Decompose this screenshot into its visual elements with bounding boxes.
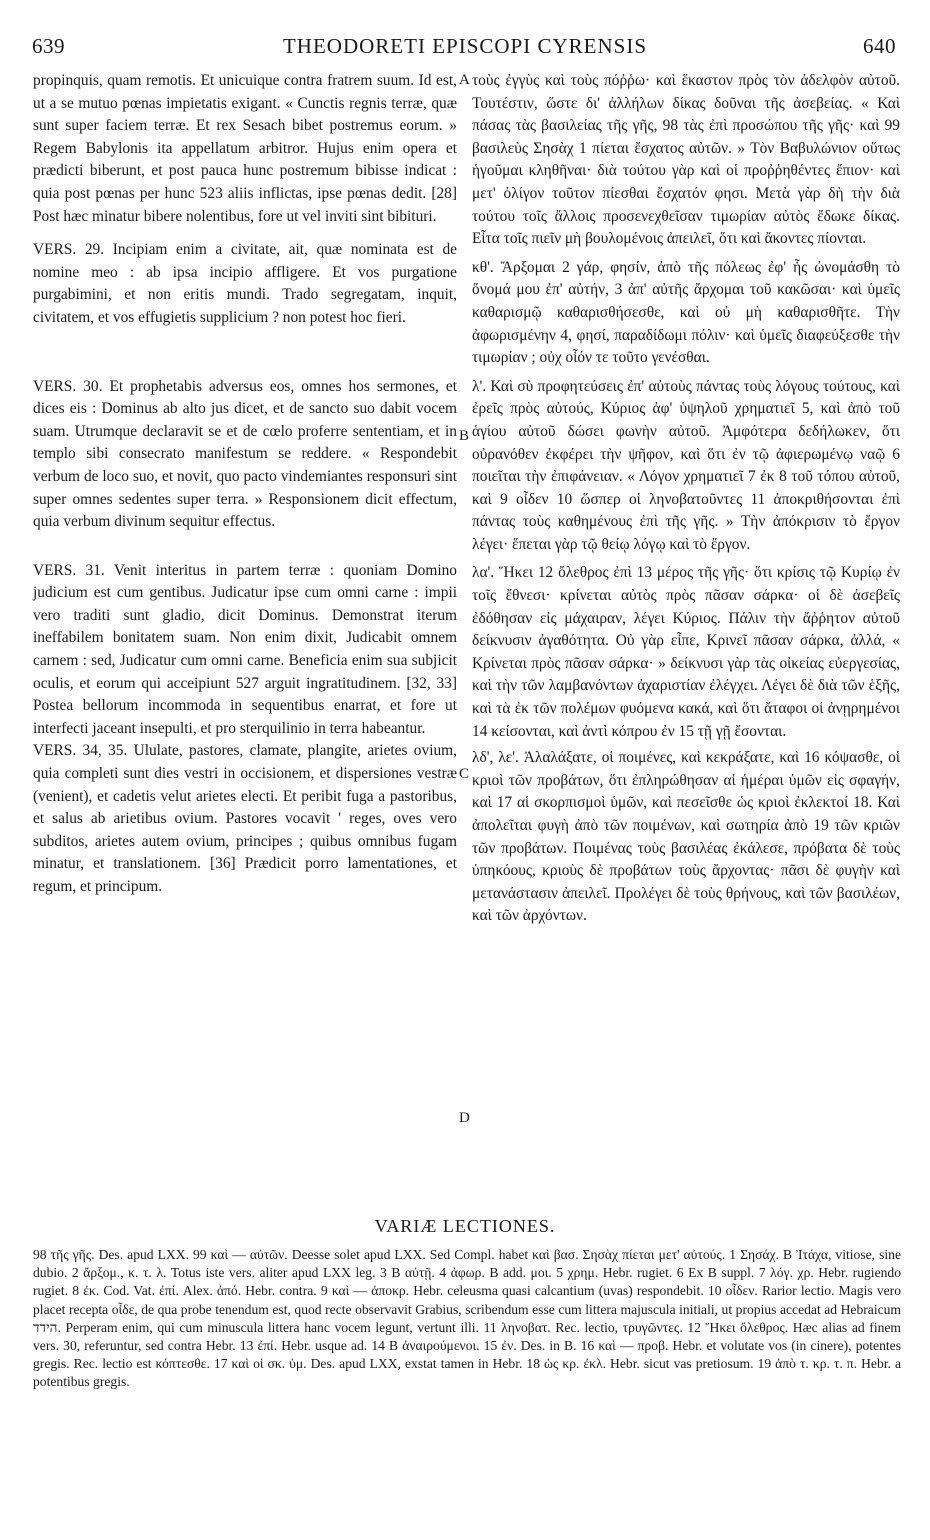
latin-block-1 <box>33 70 457 228</box>
greek-paragraph: λ'. Καὶ σὺ προφητεύσεις ἐπ' αὐτοὺς πάντας τοὺς λόγους τούτους, καὶ ἐρεῖς πρὸς αὐτούς, Κύριος ἀφ' ὑψηλοῦ χρηματιεῖ 5, καὶ ἀπὸ τοῦ ἁγίου αὐτοῦ δώσει φωνὴν αὐτοῦ. Ἀμφότερα δεδήλωκεν, ὅτι οὐρανόθεν ἐκφέρει τὴν ψῆφον, καὶ ὅτι ἐν τῷ ἀφιερωμένῳ ναῷ 6 ποιεῖται τὴν ἐπιφάνειαν. « Λόγον χρηματιεῖ 7 ἐκ 8 τοῦ τόπου αὐτοῦ, καὶ 9 οἶδεν 10 ὥσπερ οἱ ληνοβατοῦντες 11 ἀποκριθήσονται ἐπὶ πάντας τοὺς καθημένους ἐπὶ τῆς γῆς. » Τὴν ἀπόκρισιν τὸ ἔργον λέγει· ἕπεται γὰρ τῷ θείῳ λόγῳ καὶ τὸ ἔργον. <box>472 377 900 553</box>
latin-paragraph: VERS. 31. Venit interitus in partem terræ : quoniam Domino judicium est cum gentibus. Judicatur ipse cum omni carne : impii vero traditi sunt gladio, dicit Dominus. Demonstrat iterum ineffabilem bonitatem suam. Non enim dixit, Judicabit omnem carnem : sed, Judicatur cum omni carne. Beneficia enim sua subjicit oculis, et eorum qui acceipiunt 527 arguit ingratitudinem. [32, 33] Postea bellorum incommoda in sequentibus enarrat, et fore ut interfecti jaceant insepulti, et pro sterquilinio in terra habeantur. <box>33 561 457 737</box>
margin-letter-c: C <box>459 766 470 782</box>
greek-paragraph: κθ'. Ἄρξομαι 2 γάρ, φησίν, ἀπὸ τῆς πόλεως ἐφ' ἧς ὠνομάσθη τὸ ὄνομά μου ἐπ' αὐτήν, 3 ἀπ' αὐτῆς ἄρχομαι τοῦ κακῶσαι· καὶ ὑμεῖς καθαρισμῷ καθαρισθήσεσθε, καὶ οὐ μὴ καθαρισθῆτε. Τὴν ἀφωρισμένην 4, φησί, παραδίδωμι πόλιν· καὶ ὑμεῖς διαφεύξεσθε τὴν τιμωρίαν ; οὐχ οἷόν τε τοῦτο γενέσθαι. <box>472 258 900 367</box>
latin-paragraph: VERS. 34, 35. Ululate, pastores, clamate, plangite, arietes ovium, quia completi sunt dies vestri in occisionem, et dispersiones vestræ (venient), et cadetis velut arietes electi. Et peribit fuga a pastoribus, et salus ab arietibus ovium. Pastores vocavit ' reges, oves vero subditos, arietes autem ovium, principes ; quibus omnibus fugam minatur, et translationem. [36] Prædicit porro lamentationes, et regum, et principum. <box>33 742 457 895</box>
greek-paragraph: λα'. Ἥκει 12 ὄλεθρος ἐπὶ 13 μέρος τῆς γῆς· ὅτι κρίσις τῷ Κυρίῳ ἐν τοῖς ἔθνεσι· κρίνεται αὐτὸς πρὸς πᾶσαν σάρκα· οἱ δὲ ἀσεβεῖς ἐδόθησαν εἰς μάχαιραν, λέγει Κύριος. Πάλιν τὴν ἄῤῥητον αὐτοῦ δείκνυσιν ἀγαθότητα. Οὐ γὰρ εἶπε, Κρινεῖ πᾶσαν σάρκα, ἀλλά, « Κρίνεται πρὸς πᾶσαν σάρκα· » δείκνυσι γὰρ τὰς οἰκείας εὐεργεσίας, καὶ τὴν τῶν λαμβανόντων ἀχαριστίαν ἐλέγχει. Λέγει δὲ διὰ τῶν ἑξῆς, καὶ τὰ ἐκ τῶν πολέμων φυόμενα κακά, καὶ ὅτι ἄταφοι οἱ ἀνῃρημένοι 14 κείσονται, καὶ ἀντὶ κόπρου ἐν 15 τῇ γῇ ἔσονται. <box>472 564 900 740</box>
notes-text: 98 τῆς γῆς. Des. apud LXX. 99 καὶ — αὐτῶν. Deesse solet apud LXX. Sed Compl. habet καὶ βασ. Σησὰχ πίεται μετ' αὐτούς. 1 Σησάχ. B Ἰτάχα, vitiose, sine dubio. 2 ἄρξομ., κ. τ. λ. Totus iste vers. aliter apud LXX leg. 3 B αὐτῇ. 4 ἀφωρ. B add. μοι. 5 χρημ. Hebr. rugiet. 6 Ex B suppl. 7 λόγ. χρ. Hebr. rugiendo rugiet. 8 ἐκ. Cod. Vat. ἐπί. Alex. ἀπό. Hebr. contra. 9 καὶ — ἀποκρ. Hebr. celeusma quasi calcantium (uvas) respondebit. 10 οἶδεν. Rarior lectio. Magis vero placet recepta οἶδε, de qua probe tenendum est, quod recte observavit Grabius, scribendum esse cum littera majuscula initiali, ut propius accedat ad Hebraicum הידד. Perperam enim, qui cum minuscula littera hanc vocem legunt, vertunt illi. 11 ληνοβατ. Rec. lectio, τρυγῶντες. 12 Ἥκει ὄλεθρος. Hæc alias ad finem vers. 30, referuntur, sed contra Hebr. 13 ἐπί. Hebr. usque ad. 14 B ἀναιρούμενοι. 15 ἐν. Des. in B. 16 καὶ — προβ. Hebr. et volutate vos (in cinere), potentes gregis. Rec. lectio est κόπτεσθε. 17 καὶ οἱ σκ. ὑμ. Des. apud LXX, exstat tamen in Hebr. 18 ὡς κρ. ἐκλ. Hebr. sicut vas pretiosum. 19 ἀπὸ τ. κρ. τ. π. Hebr. a potentibus gregis. <box>33 1247 901 1390</box>
page-header <box>30 34 900 62</box>
latin-block-vers-29 <box>33 239 457 329</box>
greek-block-29 <box>472 257 900 370</box>
margin-letter-d: D <box>459 1110 470 1126</box>
variae-lectiones-title: VARIÆ LECTIONES. <box>374 1216 556 1236</box>
latin-paragraph: VERS. 30. Et prophetabis adversus eos, omnes hos sermones, et dices eis : Dominus ab alto jus dicet, et de sancto suo dabit vocem suam. Utrumque declaravit se et de cœlo proferre sententiam, et in templo sibi consecrato manifestum se reddere. « Respondebit verbum de loco suo, et novit, quo pacto vindemiantes responsuri sint super omnes sedentes super terra. » Responsionem dicit effectum, quia verbum divinum sequitur effectus. <box>33 377 457 531</box>
latin-column <box>33 70 457 899</box>
greek-paragraph: τοὺς ἐγγὺς καὶ τοὺς πόῤῥω· καὶ ἕκαστον πρὸς τὸν ἀδελφὸν αὐτοῦ. Τουτέστιν, ὥστε δι' ἀλλήλων δίκας δοῦναι τῆς ἀσεβείας. « Καὶ πάσας τὰς βασιλείας τῆς γῆς, 98 τὰς ἐπὶ προσώπου τῆς γῆς· καὶ 99 βασιλεὺς Σησὰχ 1 πίεται ἔσχατος αὐτῶν. » Τὸν Βαβυλώνιον οὕτως ἡγοῦμαι κληθῆναι· διὰ τούτου γὰρ καὶ οἱ προῤῥηθέντες ἔπιον· καὶ μετ' ὀλίγον τοῦτον πίεσθαι ἔσχατόν φησι. Μετὰ γὰρ δὴ τὴν διὰ τούτου τοῖς ἄλλοις προσενεχθεῖσαν τιμωρίαν αὐτὸς ἔδωκε δίκας. Εἶτα τοῖς πιεῖν μὴ βουλομένοις ἀπειλεῖ, ὅτι καὶ ἄκοντες πίονται. <box>472 72 900 248</box>
greek-column <box>472 70 900 928</box>
greek-block-1 <box>472 70 900 251</box>
page-number-right: 640 <box>863 34 896 58</box>
variae-lectiones-notes <box>33 1246 901 1392</box>
latin-paragraph: VERS. 29. Incipiam enim a civitate, ait, quæ nominata est de nomine meo : ab ipsa incipio affligere. Et vos purgatione purgabimini, et non eritis mundi. Trado segregatam, inquit, civitatem, et vos effugietis supplicium ? non potest hoc fieri. <box>33 241 457 326</box>
latin-block-vers-31 <box>33 560 457 741</box>
running-title: THEODORETI EPISCOPI CYRENSIS <box>282 34 648 58</box>
latin-paragraph: propinquis, quam remotis. Et unicuique contra fratrem suum. Id est, ut a se mutuo pœnas impietatis exigant. « Cunctis regnis terræ, quæ sunt super faciem terræ. Et rex Sesach bibet postremus eorum. » Regem Babylonis ita appellatum arbitror. Hujus enim opera et prædicti biberunt, et post pauca hunc postremum bibisse indicat : quia post pœnas per hunc 523 aliis inflictas, ipse pœnas dedit. [28] Post hæc minatur bibere nolentibus, fore ut vel inviti sint bibituri. <box>33 72 457 225</box>
greek-block-34-35 <box>472 747 900 928</box>
page-number-left: 639 <box>32 34 65 58</box>
latin-block-vers-34-35 <box>33 740 457 898</box>
latin-block-vers-30 <box>33 376 457 534</box>
margin-letter-b: B <box>459 428 470 444</box>
greek-paragraph: λδ', λε'. Ἀλαλάξατε, οἱ ποιμένες, καὶ κεκράξατε, καὶ 16 κόψασθε, οἱ κριοὶ τῶν προβάτων, ὅτι ἐπληρώθησαν αἱ ἡμέραι ὑμῶν εἰς σφαγήν, καὶ 17 αἱ σκορπισμοὶ ὑμῶν, καὶ πεσεῖσθε ὡς κριοὶ ἐκλεκτοί 18. Καὶ ἀπολεῖται φυγὴ ἀπὸ τῶν ποιμένων, καὶ σωτηρία ἀπὸ 19 τῶν κριῶν τῶν προβάτων. Ποιμένας τοὺς βασιλέας ἐκάλεσε, πρόβατα δὲ τοὺς ὑπηκόους, κριοὺς δὲ προβάτων τοὺς ἄρχοντας· πᾶσι δὲ φυγὴν καὶ μετανάστασιν ἀπειλεῖ. Προλέγει δὲ τοὺς θρήνους, καὶ τῶν βασιλέων, καὶ τῶν ἀρχόντων. <box>472 749 900 925</box>
margin-letter-a: A <box>459 72 470 88</box>
greek-block-31 <box>472 562 900 743</box>
greek-block-30 <box>472 376 900 557</box>
